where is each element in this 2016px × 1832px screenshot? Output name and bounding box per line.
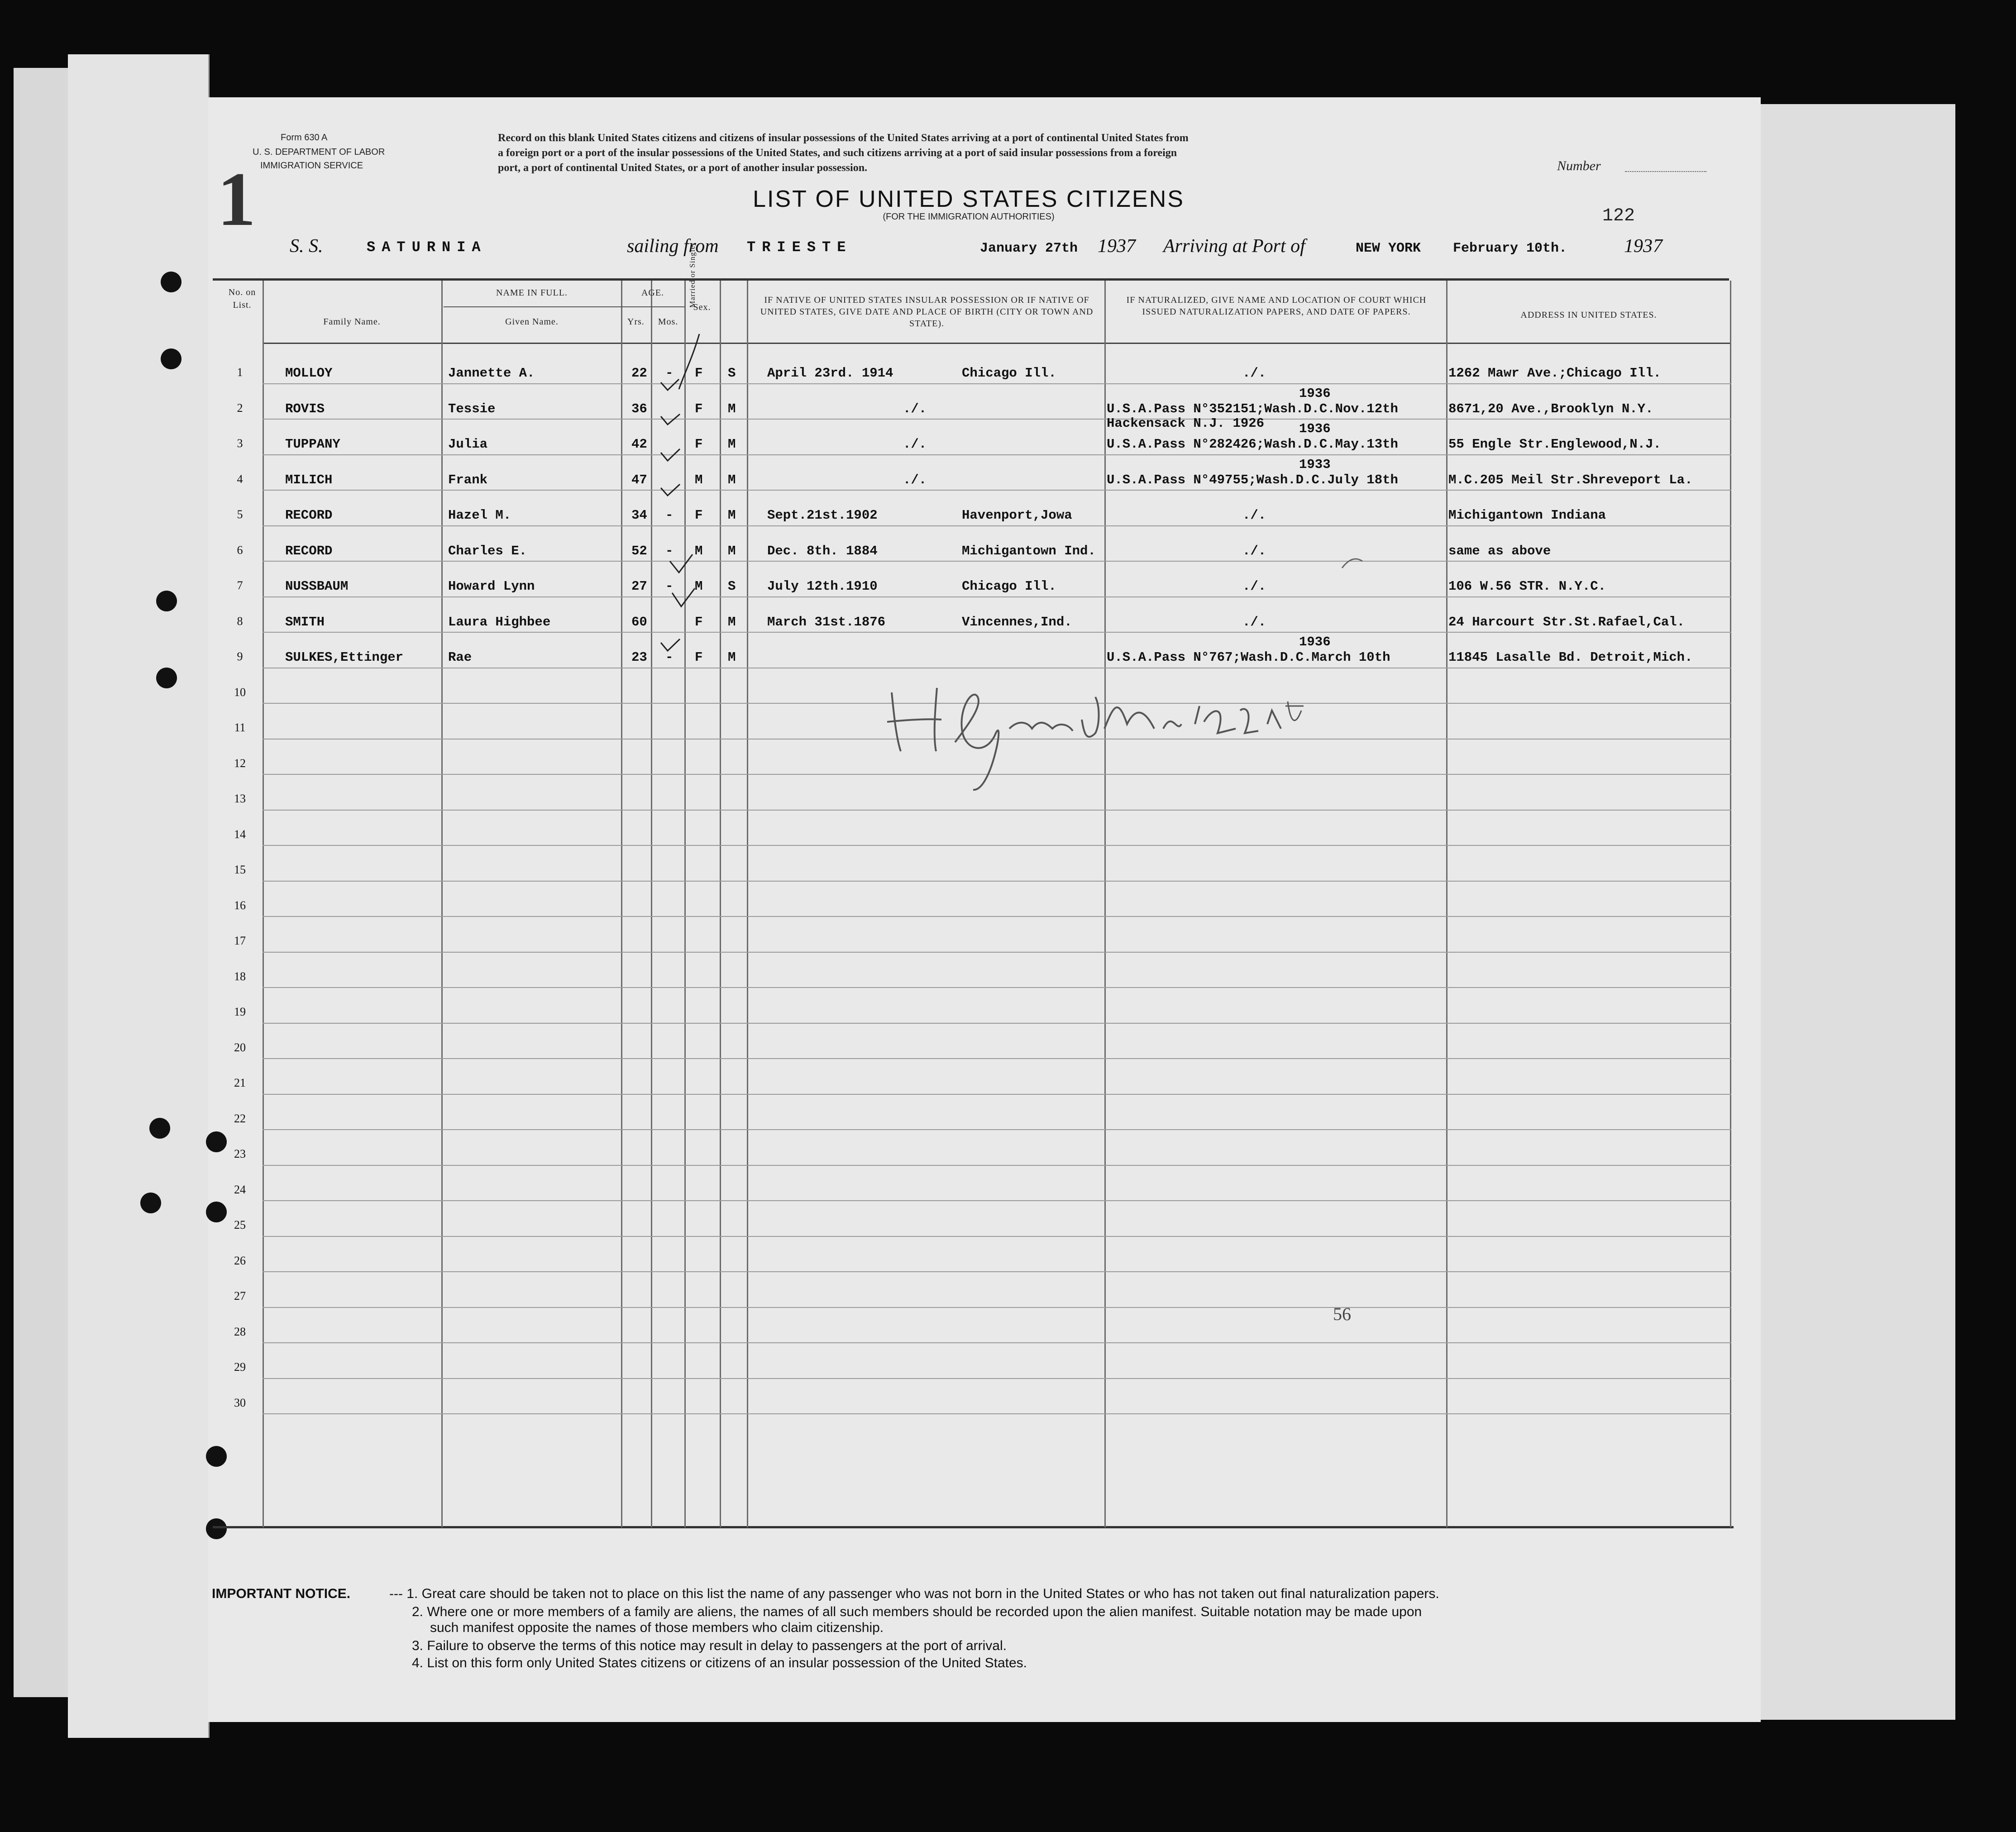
row-rule [263,1413,1731,1414]
naturalization-note: Hackensack N.J. 1926 [1107,415,1265,431]
row-rule [263,632,1731,633]
record-text-line-3: port, a port of continental United States, or a port of another insular possession. [498,162,868,174]
row-number: 23 [234,1147,246,1160]
row-rule [263,845,1731,846]
row-number: 12 [234,756,246,770]
col-divider [1446,281,1448,1527]
sailing-date: January 27th [980,241,1078,256]
col-header-name-group: NAME IN FULL. [496,288,568,298]
binding-strip [68,54,210,1738]
col-divider [1730,281,1731,1527]
row-number: 1 [237,366,243,379]
family-name: RECORD [285,508,333,523]
birth-place: Vincennes,Ind. [962,614,1072,630]
naturalization-year: 1933 [1299,457,1331,472]
row-rule [263,881,1731,882]
row-number: 25 [234,1218,246,1231]
punch-hole [161,272,182,292]
age-years: 23 [631,650,647,665]
address: M.C.205 Meil Str.Shreveport La. [1448,472,1693,487]
row-number: 30 [234,1396,246,1409]
ss-label: S. S. [290,236,323,257]
row-number: 14 [234,827,246,841]
record-text-line-2: a foreign port or a port of the insular possessions of the United States, and such citizens arriving at a port of said insular possessions from a foreign [498,147,1177,159]
number-blank [1625,171,1706,172]
birth-date: July 12th.1910 [767,579,878,594]
sex: M [695,543,703,558]
age-years: 60 [631,614,647,630]
col-divider [1104,281,1106,1527]
row-number: 4 [237,472,243,486]
col-header-birth: IF NATIVE OF UNITED STATES INSULAR POSSESSION OR IF NATIVE OF UNITED STATES, GIVE DATE AND PLACE OF BIRTH (CITY OR TOWN AND STATE). [760,295,1094,329]
given-name: Tessie [448,401,496,416]
given-name: Jannette A. [448,366,535,381]
sex: F [695,508,703,523]
row-number: 8 [237,614,243,628]
punch-hole [156,591,177,611]
col-header-mos: Mos. [658,317,678,327]
tick-mark [1340,554,1367,582]
naturalization: U.S.A.Pass N°352151;Wash.D.C.Nov.12th [1107,401,1398,416]
subheader-line [444,306,650,307]
checkmarks-svg [652,330,720,679]
age-months: - [665,508,674,523]
naturalization: ./. [1242,508,1266,523]
age-months: - [665,579,674,594]
row-rule [263,1236,1731,1237]
arrival-date: February 10th. [1453,241,1567,256]
naturalization: U.S.A.Pass N°282426;Wash.D.C.May.13th [1107,437,1398,452]
marital-status: S [728,366,736,381]
sailing-from-label: sailing from [627,236,719,257]
row-number: 9 [237,650,243,663]
row-rule [263,1307,1731,1308]
year-digit-2: 7 [1653,236,1662,257]
col-header-age: AGE. [641,288,664,298]
next-page-edge [1756,104,1955,1720]
department-name: U. S. DEPARTMENT OF LABOR [253,147,385,157]
row-rule [263,1094,1731,1095]
family-name: RECORD [285,543,333,558]
sex: M [695,579,703,594]
address: 24 Harcourt Str.St.Rafael,Cal. [1448,614,1685,630]
marital-status: M [728,543,736,558]
age-years: 27 [631,579,647,594]
notice-item-2-cont: such manifest opposite the names of those members who claim citizenship. [430,1620,884,1635]
family-name: TUPPANY [285,437,340,452]
birth-place: Chicago Ill. [962,366,1056,381]
marital-status: M [728,401,736,416]
marital-status: M [728,472,736,487]
marital-status: M [728,437,736,452]
family-name: MOLLOY [285,366,333,381]
row-rule [263,1165,1731,1166]
service-name: IMMIGRATION SERVICE [260,161,363,171]
row-number: 13 [234,792,246,805]
page-number: 122 [1602,206,1635,226]
sex: F [695,437,703,452]
age-years: 52 [631,543,647,558]
row-rule [263,1271,1731,1272]
notice-item-2: 2. Where one or more members of a family are aliens, the names of all such members should be recorded upon the alien manifest. Suitable notation may be made upon [412,1604,1422,1619]
col-header-given: Given Name. [505,317,559,327]
age-years: 36 [631,401,647,416]
col-header-yrs: Yrs. [627,317,645,327]
given-name: Rae [448,650,472,665]
row-number: 29 [234,1360,246,1374]
marital-status: M [728,614,736,630]
row-number: 11 [234,721,246,734]
header-bottom-border [263,343,1731,344]
notice-item-4: 4. List on this form only United States citizens or citizens of an insular possession of the United States. [412,1655,1027,1670]
age-years: 47 [631,472,647,487]
col-header-sex: Sex. [693,302,711,312]
naturalization: U.S.A.Pass N°767;Wash.D.C.March 10th [1107,650,1390,665]
row-rule [263,1023,1731,1024]
address: 11845 Lasalle Bd. Detroit,Mich. [1448,650,1693,665]
sex: F [695,614,703,630]
row-rule [263,1342,1731,1343]
given-name: Hazel M. [448,508,511,523]
number-label: Number [1557,158,1601,173]
age-years: 34 [631,508,647,523]
row-rule [263,987,1731,988]
row-number: 18 [234,969,246,983]
marital-status: S [728,579,736,594]
form-number: Form 630 A [281,133,328,143]
family-name: SMITH [285,614,325,630]
age-months: - [665,366,674,381]
sex: F [695,401,703,416]
sex: M [695,472,703,487]
form-subtitle: (FOR THE IMMIGRATION AUTHORITIES) [883,212,1055,222]
col-header-naturalized: IF NATURALIZED, GIVE NAME AND LOCATION OF COURT WHICH ISSUED NATURALIZATION PAPERS, AND DATE OF PAPERS. [1126,295,1427,317]
col-header-married: Married or Single. [688,243,697,308]
row-rule [263,383,1731,384]
row-number: 15 [234,863,246,876]
col-header-no: No. on List. [228,287,256,310]
birth-date: ./. [903,437,927,452]
col-divider [720,281,721,1527]
given-name: Julia [448,437,488,452]
row-number: 10 [234,685,246,699]
row-number: 21 [234,1076,246,1089]
birth-date: April 23rd. 1914 [767,366,893,381]
row-rule [263,1378,1731,1379]
family-name: SULKES,Ettinger [285,650,404,665]
address: 8671,20 Ave.,Brooklyn N.Y. [1448,401,1653,416]
given-name: Laura Highbee [448,614,551,630]
row-rule [263,561,1731,562]
row-number: 7 [237,579,243,592]
subheader-line [621,306,684,307]
inspector-signature [883,679,1326,797]
naturalization: ./. [1242,543,1266,558]
row-number: 16 [234,898,246,912]
birth-place: Michigantown Ind. [962,543,1096,558]
given-name: Charles E. [448,543,527,558]
row-number: 24 [234,1183,246,1196]
punch-hole [140,1193,161,1213]
marital-status: M [728,508,736,523]
age-years: 42 [631,437,647,452]
year-digit-1: 7 [1126,236,1136,257]
address: Michigantown Indiana [1448,508,1606,523]
birth-date: Dec. 8th. 1884 [767,543,878,558]
age-months: - [665,543,674,558]
col-header-family: Family Name. [323,317,381,327]
address: 106 W.56 STR. N.Y.C. [1448,579,1606,594]
notice-item-1: --- 1. Great care should be taken not to place on this list the name of any passenger who was not born in the United States or who has not taken out final naturalization papers. [389,1586,1439,1601]
row-rule [263,525,1731,526]
col-divider [263,281,264,1527]
row-rule [263,419,1731,420]
row-number: 19 [234,1005,246,1018]
address: same as above [1448,543,1551,558]
row-number: 2 [237,401,243,415]
address: 55 Engle Str.Englewood,N.J. [1448,437,1661,452]
col-divider [441,281,443,1527]
row-rule [263,916,1731,917]
birth-date: Sept.21st.1902 [767,508,878,523]
age-years: 22 [631,366,647,381]
port-of-arrival: NEW YORK [1356,241,1421,256]
row-rule [263,1129,1731,1130]
age-months: - [665,650,674,665]
year-prefix-1: 193 [1098,236,1126,257]
naturalization-year: 1936 [1299,386,1331,401]
row-rule [263,1058,1731,1059]
row-rule [263,596,1731,597]
row-number: 6 [237,543,243,557]
row-rule [263,454,1731,455]
naturalization-year: 1936 [1299,635,1331,649]
year-prefix-2: 193 [1624,236,1653,257]
stamp-number: 56 [1333,1304,1351,1324]
col-header-address: ADDRESS IN UNITED STATES. [1520,310,1657,320]
given-name: Howard Lynn [448,579,535,594]
given-name: Frank [448,472,488,487]
birth-date: ./. [903,472,927,487]
family-name: NUSSBAUM [285,579,349,594]
naturalization: ./. [1242,614,1266,630]
table-bottom-border [213,1526,1734,1528]
naturalization: ./. [1242,366,1266,381]
sex: F [695,366,703,381]
punch-hole [156,668,177,688]
marital-status: M [728,650,736,665]
punch-hole [149,1118,170,1139]
row-rule [263,1200,1731,1201]
record-text-line-1: Record on this blank United States citizens and citizens of insular possessions of the United States arriving at a port of continental United States from [498,132,1189,144]
birth-place: Havenport,Jowa [962,508,1072,523]
row-rule [263,810,1731,811]
address: 1262 Mawr Ave.;Chicago Ill. [1448,366,1661,381]
row-number: 26 [234,1254,246,1267]
birth-date: ./. [903,401,927,416]
naturalization: U.S.A.Pass N°49755;Wash.D.C.July 18th [1107,472,1398,487]
arriving-label: Arriving at Port of [1163,236,1305,257]
row-rule [263,952,1731,953]
punch-hole [161,348,182,369]
family-name: MILICH [285,472,333,487]
row-rule [263,490,1731,491]
table-top-border [213,278,1729,281]
form-title: LIST OF UNITED STATES CITIZENS [753,186,1185,212]
row-number: 28 [234,1325,246,1338]
naturalization: ./. [1242,579,1266,594]
col-divider [747,281,748,1527]
sheet-number: 1 [217,157,256,242]
punch-hole [206,1446,227,1467]
birth-date: March 31st.1876 [767,614,886,630]
row-number: 27 [234,1289,246,1302]
birth-place: Chicago Ill. [962,579,1056,594]
row-number: 3 [237,437,243,450]
notice-label: IMPORTANT NOTICE. [212,1586,351,1601]
row-number: 17 [234,934,246,947]
naturalization-year: 1936 [1299,421,1331,436]
family-name: ROVIS [285,401,325,416]
notice-item-3: 3. Failure to observe the terms of this notice may result in delay to passengers at the port of arrival. [412,1638,1007,1653]
row-number: 20 [234,1040,246,1054]
punch-hole [206,1518,227,1539]
row-number: 22 [234,1112,246,1125]
col-divider [621,281,622,1527]
port-of-departure: TRIESTE [747,239,852,256]
row-number: 5 [237,508,243,521]
sex: F [695,650,703,665]
ship-name: SATURNIA [367,239,487,256]
